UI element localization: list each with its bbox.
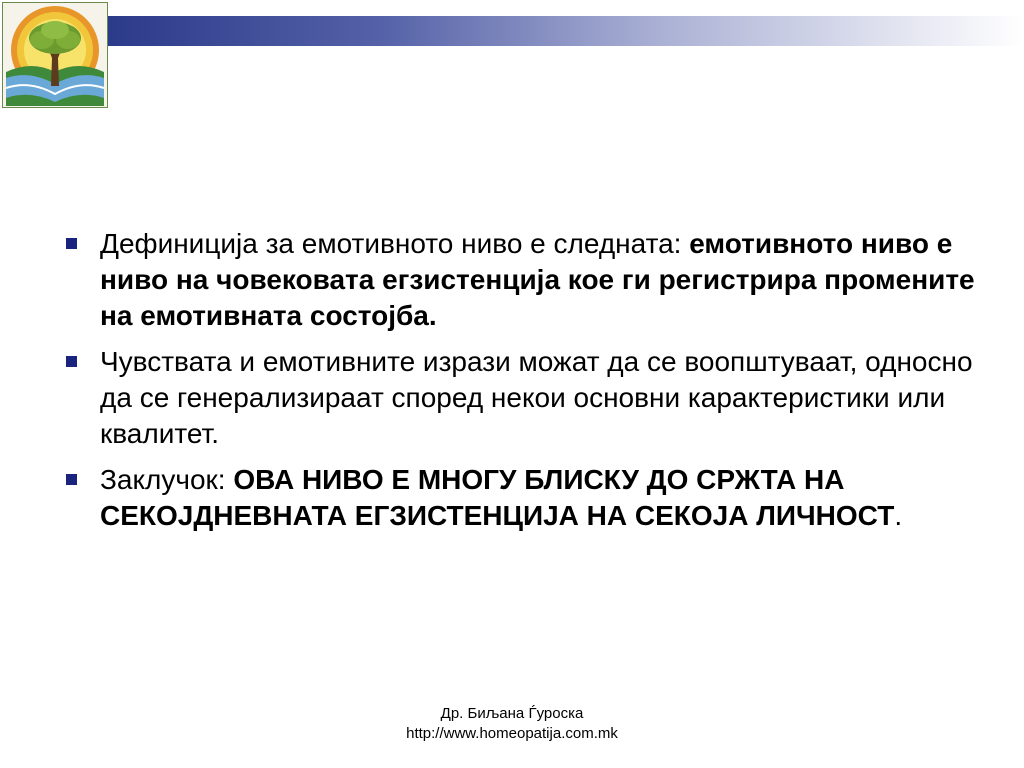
- bullet-lead-text: Дефиниција за емотивното ниво е следната:: [100, 228, 682, 259]
- bullet-square-icon: [66, 356, 77, 367]
- title-bar: [108, 16, 1024, 46]
- footer-url: http://www.homeopatija.com.mk: [406, 725, 618, 742]
- footer-author: Др. Биљана Ѓуроска: [440, 705, 584, 722]
- bullet-square-icon: [66, 474, 77, 485]
- bullet-list: [60, 226, 980, 544]
- bullet-lead-text: Заклучок:: [100, 464, 234, 495]
- bullet-bold-text: емотивното ниво е ниво на човековата егзистенција кое ги регистрира промените на емотивната состојба.: [100, 228, 975, 331]
- list-item: [60, 462, 980, 534]
- list-item: [60, 226, 980, 334]
- list-item: [60, 344, 980, 452]
- tree-sun-logo-icon: [2, 2, 108, 108]
- bullet-bold-text: ОВА НИВО Е МНОГУ БЛИСКУ ДО СРЖТА НА СЕКОЈДНЕВНАТА ЕГЗИСТЕНЦИЈА НА СЕКОЈА ЛИЧНОСТ: [100, 464, 895, 531]
- bullet-square-icon: [66, 238, 77, 249]
- bullet-lead-text: Чувствата и емотивните изрази можат да се воопштуваат, односно да се генерализираат според некои основни карактеристики или квалитет.: [100, 346, 973, 449]
- footer: [0, 704, 1024, 744]
- bullet-trail-text: .: [894, 500, 903, 531]
